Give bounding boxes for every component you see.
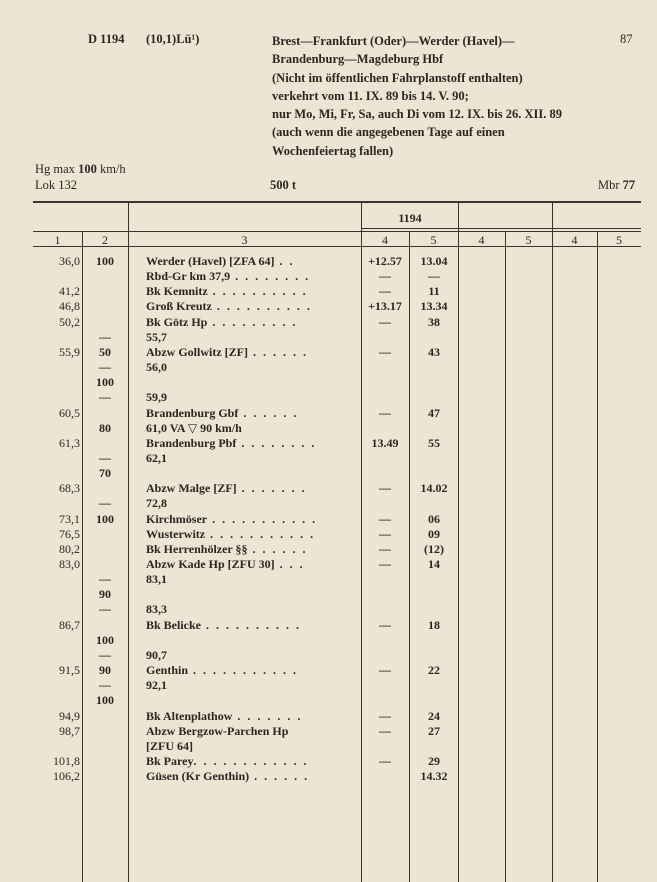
arrival-cell: — (379, 269, 391, 284)
km-cell: 91,5 (59, 663, 80, 678)
train-number: D 1194 (88, 32, 125, 46)
station-cell: Genthin . . . . . . . . . . . (146, 663, 299, 678)
train-column-header: 1194 (398, 211, 422, 225)
station-cell: Wusterwitz . . . . . . . . . . . (146, 526, 316, 541)
departure-cell: 13.04 (420, 254, 448, 268)
station-cell: Abzw Malge [ZF] . . . . . . . (146, 481, 307, 496)
column-number: 5 (616, 233, 622, 247)
station-cell: Werder (Havel) [ZFA 64] . . (146, 254, 295, 268)
km-cell: 46,8 (59, 299, 80, 314)
column-number: 2 (102, 233, 108, 247)
table-row (0, 451, 657, 466)
speed-cell: — (99, 678, 111, 693)
table-row (0, 769, 657, 784)
speed-cell: 80 (99, 420, 111, 435)
table-row (0, 663, 657, 678)
departure-cell: 18 (428, 617, 440, 632)
speed-cell: — (99, 496, 111, 511)
table-row (0, 299, 657, 314)
leader-dots: . . . . . . . . . . (211, 299, 312, 314)
leader-dots: . . . . . . . . . . (201, 617, 302, 632)
column-number: 4 (478, 233, 485, 247)
route-line: nur Mo, Mi, Fr, Sa, auch Di vom 12. IX. bis 26. XII. 89 (272, 107, 562, 122)
station-cell: 56,0 (146, 360, 167, 375)
route-line: Brandenburg—Magdeburg Hbf (272, 52, 444, 67)
brake-percentage (598, 178, 635, 193)
station-cell: 61,0 VA ▽ 90 km/h (146, 420, 242, 435)
column-number: 4 (382, 233, 388, 247)
speed-cell: 100 (96, 375, 114, 390)
arrival-cell: +12.57 (368, 254, 402, 268)
table-row (0, 572, 657, 587)
table-row (0, 360, 657, 375)
speed-cell: 100 (96, 254, 114, 268)
brake-value: 77 (622, 178, 636, 192)
km-cell: 76,5 (59, 526, 80, 541)
table-row (0, 375, 657, 390)
table-row (0, 254, 657, 269)
departure-cell: 38 (428, 314, 440, 329)
station-cell: 92,1 (146, 678, 167, 693)
station-cell: 83,3 (146, 602, 167, 617)
table-row (0, 542, 657, 557)
km-cell: 86,7 (59, 617, 80, 632)
km-cell: 80,2 (59, 541, 80, 556)
train-load: 500 t (270, 178, 297, 192)
station-cell: Brandenburg Gbf . . . . . . (146, 405, 299, 420)
leader-dots: . . . . . . . . (236, 435, 317, 450)
departure-cell: — (428, 269, 440, 284)
departure-cell: 47 (428, 405, 440, 420)
station-cell: Bk Altenplathow . . . . . . . (146, 708, 303, 723)
leader-dots: . . . . . . . . . . (207, 284, 308, 299)
leader-dots: . . . . . . . . (230, 269, 311, 284)
arrival-cell: — (379, 557, 391, 571)
train-header-rule (361, 228, 641, 229)
departure-cell: 27 (428, 723, 440, 738)
arrival-cell: — (379, 314, 391, 329)
table-row (0, 739, 657, 754)
station-cell: 59,9 (146, 390, 167, 405)
table-row (0, 602, 657, 617)
km-cell: 101,8 (53, 753, 80, 768)
departure-cell: 11 (428, 284, 440, 299)
leader-dots: . . . . . . . . . (207, 314, 298, 329)
km-cell: 61,3 (59, 435, 80, 450)
station-cell: Bk Parey. . . . . . . . . . . . (146, 753, 309, 768)
leader-dots: . . (274, 254, 295, 268)
station-cell: 55,7 (146, 329, 167, 344)
station-cell: Groß Kreutz . . . . . . . . . . (146, 299, 312, 314)
km-cell: 60,5 (59, 405, 80, 420)
departure-cell: 43 (428, 344, 440, 359)
table-row (0, 693, 657, 708)
leader-dots: . . . . . . . (236, 481, 307, 496)
column-number: 3 (241, 233, 248, 247)
arrival-cell: — (379, 481, 391, 496)
arrival-cell: — (379, 708, 391, 723)
station-cell: Rbd-Gr km 37,9 . . . . . . . . (146, 269, 311, 284)
table-row (0, 678, 657, 693)
leader-dots: . . . . . . . . . . . (207, 511, 318, 526)
train-class-code: (10,1)Lü¹) (146, 32, 200, 46)
brake-label: Mbr (598, 178, 620, 192)
column-number: 4 (571, 233, 578, 247)
arrival-cell: — (379, 511, 391, 526)
station-cell: Bk Herrenhölzer §§ . . . . . . (146, 541, 308, 556)
table-row (0, 269, 657, 284)
arrival-cell: — (379, 344, 391, 359)
page-number: 87 (620, 32, 633, 46)
table-row (0, 527, 657, 542)
speed-cell: 90 (99, 587, 111, 602)
table-row (0, 618, 657, 633)
arrival-cell: — (379, 284, 391, 299)
arrival-cell: +13.17 (368, 299, 402, 314)
table-row (0, 496, 657, 511)
route-description (272, 32, 562, 160)
table-row (0, 709, 657, 724)
table-row (0, 421, 657, 436)
leader-dots: . . . . . . (249, 769, 310, 784)
table-row (0, 557, 657, 572)
departure-cell: 22 (428, 663, 440, 678)
station-cell: Bk Kemnitz . . . . . . . . . . (146, 284, 308, 299)
leader-dots: . . . . . . . . . . . (205, 526, 316, 541)
table-row (0, 481, 657, 496)
station-cell: Güsen (Kr Genthin) . . . . . . (146, 769, 310, 784)
station-cell: Abzw Gollwitz [ZF] . . . . . . (146, 344, 308, 359)
route-line: Brest—Frankfurt (Oder)—Werder (Havel)— (272, 34, 515, 48)
leader-dots: . . . . . . (247, 541, 308, 556)
arrival-cell: — (379, 541, 391, 556)
leader-dots: . . . . . . . (232, 708, 303, 723)
km-cell: 36,0 (59, 254, 80, 268)
departure-cell: (12) (424, 541, 444, 556)
arrival-cell: — (379, 526, 391, 541)
station-cell: Kirchmöser . . . . . . . . . . . (146, 511, 318, 526)
km-cell: 50,2 (59, 314, 80, 329)
route-line: (auch wenn die angegebenen Tage auf einen (272, 125, 505, 140)
route-line: verkehrt vom 11. IX. 89 bis 14. V. 90; (272, 88, 469, 103)
speed-cell: — (99, 360, 111, 375)
leader-dots: . . . . . . . . . . . (188, 663, 299, 678)
departure-cell: 55 (428, 435, 440, 450)
arrival-cell: 13.49 (371, 435, 399, 450)
station-cell: [ZFU 64] (146, 738, 193, 753)
speed-cell: 100 (96, 511, 114, 526)
max-speed-unit: km/h (99, 162, 126, 176)
station-cell: 83,1 (146, 572, 167, 587)
table-row (0, 330, 657, 345)
locomotive: Lok 132 (35, 178, 78, 192)
max-speed-line (35, 162, 126, 177)
station-cell: Brandenburg Pbf . . . . . . . . (146, 435, 317, 450)
leader-dots: . . . . . . . . . . . . (193, 753, 309, 768)
arrival-cell: — (379, 753, 391, 768)
table-row (0, 633, 657, 648)
km-cell: 73,1 (59, 511, 80, 526)
station-cell: Abzw Kade Hp [ZFU 30] . . . (146, 557, 305, 571)
speed-cell: — (99, 572, 111, 587)
departure-cell: 14 (428, 557, 440, 571)
departure-cell: 14.32 (420, 769, 448, 784)
route-line: Wochenfeiertag fallen) (272, 143, 394, 158)
speed-cell: 50 (99, 344, 111, 359)
leader-dots: . . . . . . (247, 344, 308, 359)
leader-dots: . . . . . . (238, 405, 299, 420)
departure-cell: 29 (428, 753, 440, 768)
arrival-cell: — (379, 617, 391, 632)
table-row (0, 648, 657, 663)
station-cell: 72,8 (146, 496, 167, 511)
table-row (0, 587, 657, 602)
table-row (0, 345, 657, 360)
leader-dots: . . . (274, 557, 305, 571)
km-cell: 55,9 (59, 344, 80, 359)
table-row (0, 754, 657, 769)
departure-cell: 14.02 (420, 481, 448, 496)
column-number: 5 (430, 233, 437, 247)
km-cell: 83,0 (59, 557, 80, 571)
departure-cell: 13.34 (420, 299, 448, 314)
speed-cell: 100 (96, 632, 114, 647)
km-cell: 98,7 (59, 723, 80, 738)
route-line: (Nicht im öffentlichen Fahrplanstoff enthalten) (272, 70, 523, 85)
table-row (0, 724, 657, 739)
speed-cell: — (99, 647, 111, 662)
speed-cell: — (99, 450, 111, 465)
arrival-cell: — (379, 723, 391, 738)
column-number: 5 (525, 233, 532, 247)
table-row (0, 406, 657, 421)
station-cell: Abzw Bergzow-Parchen Hp (146, 723, 289, 738)
departure-cell: 06 (428, 511, 440, 526)
station-cell: Bk Götz Hp . . . . . . . . . (146, 314, 298, 329)
speed-cell: — (99, 329, 111, 344)
km-cell: 106,2 (53, 769, 80, 784)
speed-cell: 90 (99, 663, 111, 678)
arrival-cell: — (379, 405, 391, 420)
table-row (0, 390, 657, 405)
station-cell: Bk Belicke . . . . . . . . . . (146, 617, 302, 632)
departure-cell: 24 (428, 708, 440, 723)
max-speed-label: Hg max (35, 162, 75, 176)
km-cell: 94,9 (59, 708, 80, 723)
table-row (0, 315, 657, 330)
station-cell: 90,7 (146, 647, 167, 662)
column-number: 1 (54, 233, 61, 247)
speed-cell: 70 (99, 466, 111, 481)
speed-cell: — (99, 602, 111, 617)
table-top-rule (33, 201, 641, 203)
km-cell: 41,2 (59, 284, 80, 299)
table-row (0, 512, 657, 527)
speed-cell: 100 (96, 693, 114, 708)
max-speed-value: 100 (78, 162, 97, 176)
table-row (0, 284, 657, 299)
table-row (0, 466, 657, 481)
departure-cell: 09 (428, 526, 440, 541)
table-row (0, 436, 657, 451)
speed-cell: — (99, 390, 111, 405)
station-cell: 62,1 (146, 450, 167, 465)
km-cell: 68,3 (59, 481, 80, 496)
arrival-cell: — (379, 663, 391, 678)
column-header-top-rule (33, 231, 641, 232)
